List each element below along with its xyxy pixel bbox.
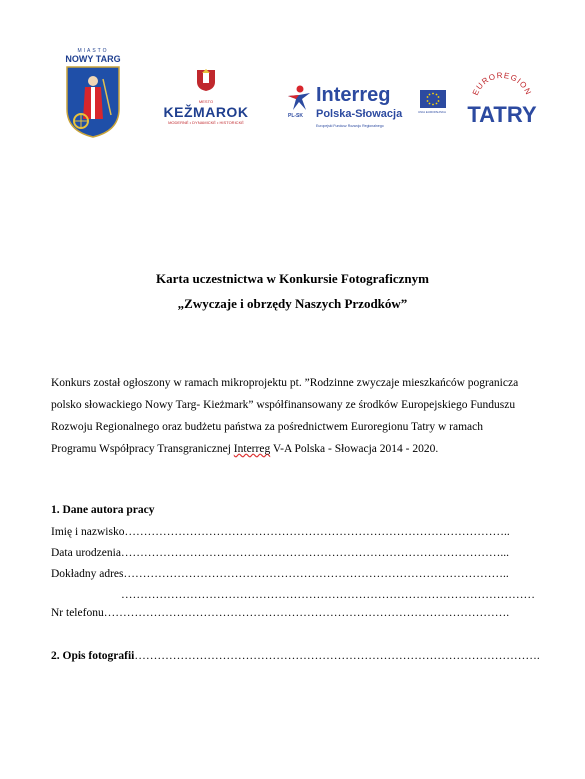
eu-flag-icon — [420, 90, 446, 108]
interreg-word: Interreg — [316, 84, 391, 106]
nowy-targ-logo — [58, 48, 128, 144]
interreg-word-spellcheck: Interreg — [233, 443, 271, 455]
kezmarok-mesto: MESTO — [198, 99, 214, 104]
birth-date-field[interactable]: Data urodzenia………………………………………………………………………………………... — [51, 547, 510, 559]
address-continuation-field[interactable]: ……………………………………………………………………………………………… — [121, 589, 535, 601]
kezmarok-logo — [156, 68, 256, 128]
photo-description-field[interactable]: ……………………………………………………………………………………………. — [134, 650, 540, 662]
intro-line-4-start: Programu Współpracy Transgranicznej — [51, 443, 234, 455]
euroregion-tatry-logo — [466, 66, 538, 138]
tatry-emblem-icon — [466, 66, 538, 138]
name-field[interactable]: Imię i nazwisko……………………………………………………………………………………….. — [51, 526, 510, 538]
section-2-row[interactable] — [51, 649, 540, 663]
interreg-fund: Europejski Fundusz Rozwoju Regionalnego — [316, 124, 384, 128]
intro-line-1: Konkurs został ogłoszony w ramach mikroprojektu pt. ”Rodzinne zwyczaje mieszkańców pogranicza — [51, 377, 519, 389]
tatry-main-text: TATRY — [467, 102, 537, 127]
intro-line-2: polsko słowackiego Nowy Targ- Kieżmark” współfinansowany ze środków Europejskiego Funduszu — [51, 399, 516, 411]
intro-line-4 — [51, 438, 533, 460]
interreg-plsk: PL-SK — [288, 113, 303, 119]
svg-text:EUROREGION — [471, 71, 533, 97]
nowy-targ-crest-icon — [65, 65, 121, 139]
interreg-figure-icon — [284, 84, 314, 114]
section-1-heading: 1. Dane autora pracy — [51, 504, 155, 516]
intro-line-4-end: V-A Polska - Słowacja 2014 - 2020. — [270, 443, 439, 455]
tatry-top-text: EUROREGION — [470, 70, 534, 97]
contest-name: „Zwyczaje i obrzędy Naszych Przodków” — [177, 296, 408, 311]
interreg-region: Polska-Słowacja — [316, 108, 403, 120]
nowy-targ-small-text: MIASTO — [77, 48, 109, 54]
address-field[interactable]: Dokładny adres……………………………………………………………………………………….. — [51, 568, 509, 580]
nowy-targ-name: NOWY TARG — [65, 54, 121, 64]
kezmarok-crest-icon — [195, 68, 217, 92]
phone-field[interactable]: Nr telefonu……………………………………………………………………………………………. — [51, 607, 510, 619]
kezmarok-tagline: MODERNÉ • DYNAMICKÉ • HISTORICKÉ — [168, 120, 244, 125]
section-2-heading: 2. Opis fotografii — [51, 650, 135, 662]
eu-caption: UNIA EUROPEJSKA — [418, 110, 447, 114]
kezmarok-name: KEŽMAROK — [163, 104, 249, 120]
intro-line-3: Rozwoju Regionalnego oraz budżetu państwa za pośrednictwem Euroregionu Tatry w ramach — [51, 421, 484, 433]
interreg-logo — [282, 84, 452, 134]
intro-paragraph — [51, 372, 533, 460]
document-title: Karta uczestnictwa w Konkursie Fotograficznym — [156, 271, 429, 286]
